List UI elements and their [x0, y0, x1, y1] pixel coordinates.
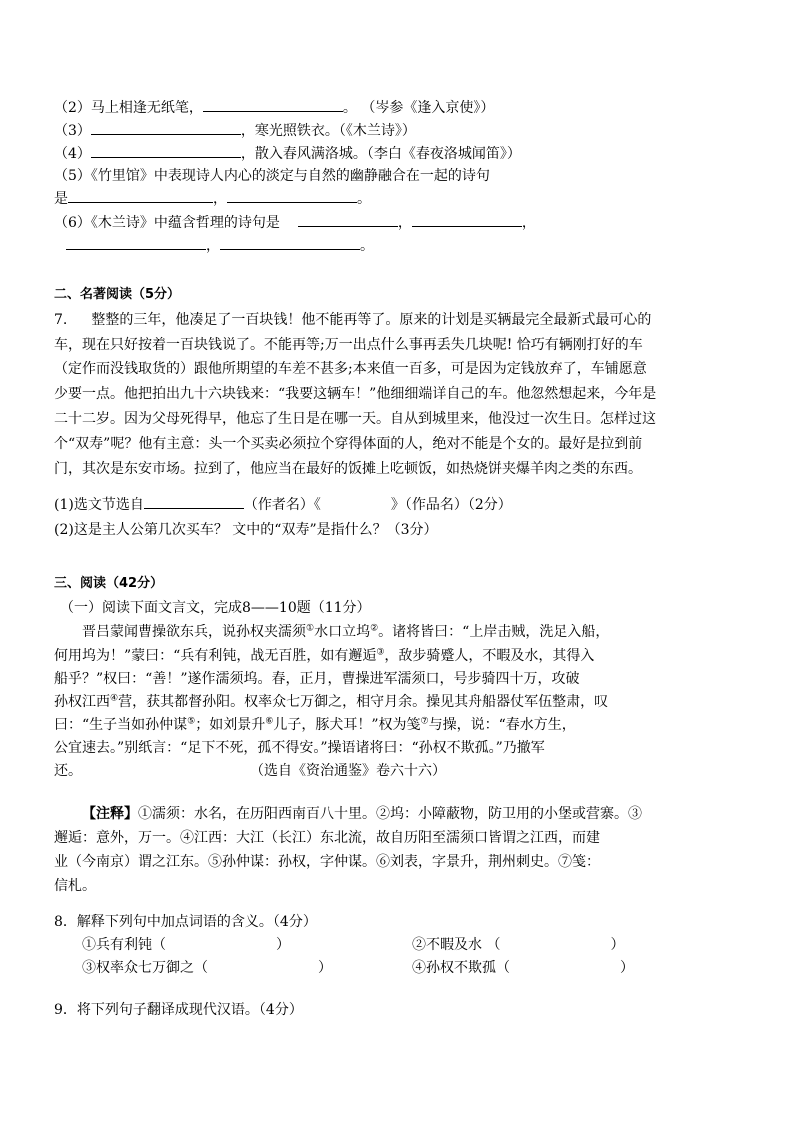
poetry-q6	[54, 212, 536, 233]
classical-line: 公宜速去。”别纸言：“足下不死，孤不得安。”操语诸将曰：“孙权不欺孤。”乃撤军	[54, 740, 545, 756]
q2-answer-blank[interactable]	[203, 97, 343, 112]
q7-number: 7.	[54, 312, 68, 328]
q8-item-d: ④孙权不欺孤（ ）	[412, 960, 634, 976]
section3-subheading: （一）阅读下面文言文，完成8——10题（11分）	[60, 600, 371, 616]
author-answer-blank[interactable]	[144, 494, 244, 509]
poetry-q2	[54, 97, 494, 118]
classical-line: 孙权江西④营，获其都督孙阳。权率众七万御之，相守月余。操见其舟船器仗军伍整肃，叹	[54, 693, 609, 710]
classical-line: 还。	[54, 763, 82, 779]
q6-answer-blank-1[interactable]	[298, 212, 398, 227]
q5-answer-blank-1[interactable]	[68, 188, 213, 203]
q2-suffix: 。 （岑参《逢入京使》）	[342, 100, 495, 116]
passage-line: 车，现在只好按着一百块钱说了。不能再等;万一出点什么事再丢失几块呢! 恰巧有辆刚打好的车	[54, 337, 643, 353]
classical-line: 船乎？”权曰：“善！”遂作濡须坞。春，正月，曹操进军濡须口，号步骑四十万，攻破	[54, 671, 580, 687]
q8-item-c: ③权率众七万御之（ ）	[82, 960, 332, 976]
q9-text: 9．将下列句子翻译成现代汉语。（4分）	[54, 1002, 303, 1018]
q6-comma-3: ，	[206, 238, 220, 254]
poetry-q5: （5）《竹里馆》中表现诗人内心的淡定与自然的幽静融合在一起的诗句	[54, 168, 490, 184]
q6-prefix: （6）《木兰诗》中蕴含哲理的诗句是	[54, 215, 280, 231]
q7-line-1	[54, 310, 651, 330]
q6-answer-blank-4[interactable]	[220, 235, 360, 250]
q8-item-a: ①兵有利钝（ ）	[82, 937, 290, 953]
q6-comma-1: ，	[397, 215, 412, 231]
q6-answer-blank-2[interactable]	[412, 212, 522, 227]
q6-comma-2: ，	[521, 215, 536, 231]
passage-line: 整整的三年，他凑足了一百块钱！他不能再等了。原来的计划是买辆最完全最新式最可心的	[91, 312, 652, 328]
q8-text: 8．解释下列句中加点词语的含义。（4分）	[54, 914, 317, 930]
q2-prefix: （2）马上相逢无纸笔，	[54, 100, 203, 116]
q4-prefix: （4）	[54, 146, 91, 162]
notes-label: 【注释】	[82, 806, 138, 822]
notes-line: 【注释】①濡须：水名，在历阳西南百八十里。②坞：小障蔽物，防卫用的小堡或营寨。③	[82, 806, 642, 822]
poetry-q3	[54, 120, 416, 141]
q3-prefix: （3）	[54, 123, 91, 139]
q6-answer-blank-3[interactable]	[66, 235, 206, 250]
q4-answer-blank[interactable]	[91, 143, 241, 158]
classical-line: 曰：“生子当如孙仲谋⑤；如刘景升⑥儿子，豚犬耳！”权为笺⑦与操，说：“春水方生，	[54, 716, 576, 733]
passage-line: （定作而没钱取货的）跟他所期望的车差不甚多;本来值一百多，可是因为定钱放弃了，车铺愿意	[54, 361, 647, 377]
passage-line: 少要一点。他把拍出九十六块钱来：“我要这辆车！”他细细端详自己的车。他忽然想起来，今年是	[54, 386, 657, 402]
q7-sub1-suffix: 》（作品名）（2分）	[390, 497, 512, 513]
poetry-q5-answer-line	[54, 188, 371, 209]
q5-period: 。	[357, 191, 371, 207]
q3-answer-blank[interactable]	[91, 120, 241, 135]
q7-sub1-prefix: (1)选文节选自	[54, 497, 144, 513]
q7-sub1	[54, 494, 512, 515]
poetry-q4	[54, 143, 521, 164]
q6-period: 。	[360, 238, 374, 254]
q8-item-b: ②不暇及水 （ ）	[412, 937, 625, 953]
q7-sub1-middle: （作者名）《	[243, 497, 321, 513]
poetry-q6-line2	[66, 235, 374, 256]
section3-heading: 三、阅读（42分）	[54, 576, 164, 591]
notes-line: 业（今南京）谓之江东。⑤孙仲谋：孙权，字仲谋。⑥刘表，字景升，荆州刺史。⑦笺：	[54, 854, 600, 870]
q4-suffix: ，散入春风满洛城。（李白《春夜洛城闻笛》）	[240, 146, 521, 162]
q5-comma: ，	[213, 191, 227, 207]
q5-answer-blank-2[interactable]	[227, 188, 357, 203]
classical-line: 晋吕蒙闻曹操欲东兵，说孙权夹濡须①水口立坞②。诸将皆曰：“上岸击贼，洗足入船，	[82, 623, 610, 640]
passage-line: 门，其次是东安市场。拉到了，他应当在最好的饭摊上吃顿饭，如热烧饼夹爆羊肉之类的东西。	[54, 461, 642, 477]
q7-sub2: (2)这是主人公第几次买车？ 文中的“双寿”是指什么？（3分）	[54, 522, 438, 538]
section2-heading: 二、名著阅读（5分）	[54, 287, 181, 302]
notes-line: 信札。	[54, 878, 96, 894]
classical-source: （选自《资治通鉴》卷六十六）	[250, 763, 446, 779]
passage-line: 二十二岁。因为父母死得早，他忘了生日是在哪一天。自从到城里来，他没过一次生日。怎样过这	[54, 411, 656, 427]
classical-line: 何用坞为！”蒙曰：“兵有利钝，战无百胜，如有邂逅③，敌步骑蹙人，不暇及水，其得入	[54, 647, 595, 664]
q5-prefix: 是	[54, 191, 68, 207]
passage-line: 个“双寿”呢？他有主意：头一个买卖必须拉个穿得体面的人，绝对不能是个女的。最好是拉到前	[54, 436, 643, 452]
q3-suffix: ，寒光照铁衣。（《木兰诗》）	[240, 123, 416, 139]
notes-line: 邂逅：意外，万一。④江西：大江（长江）东北流，故自历阳至濡须口皆谓之江西，而建	[54, 830, 600, 846]
